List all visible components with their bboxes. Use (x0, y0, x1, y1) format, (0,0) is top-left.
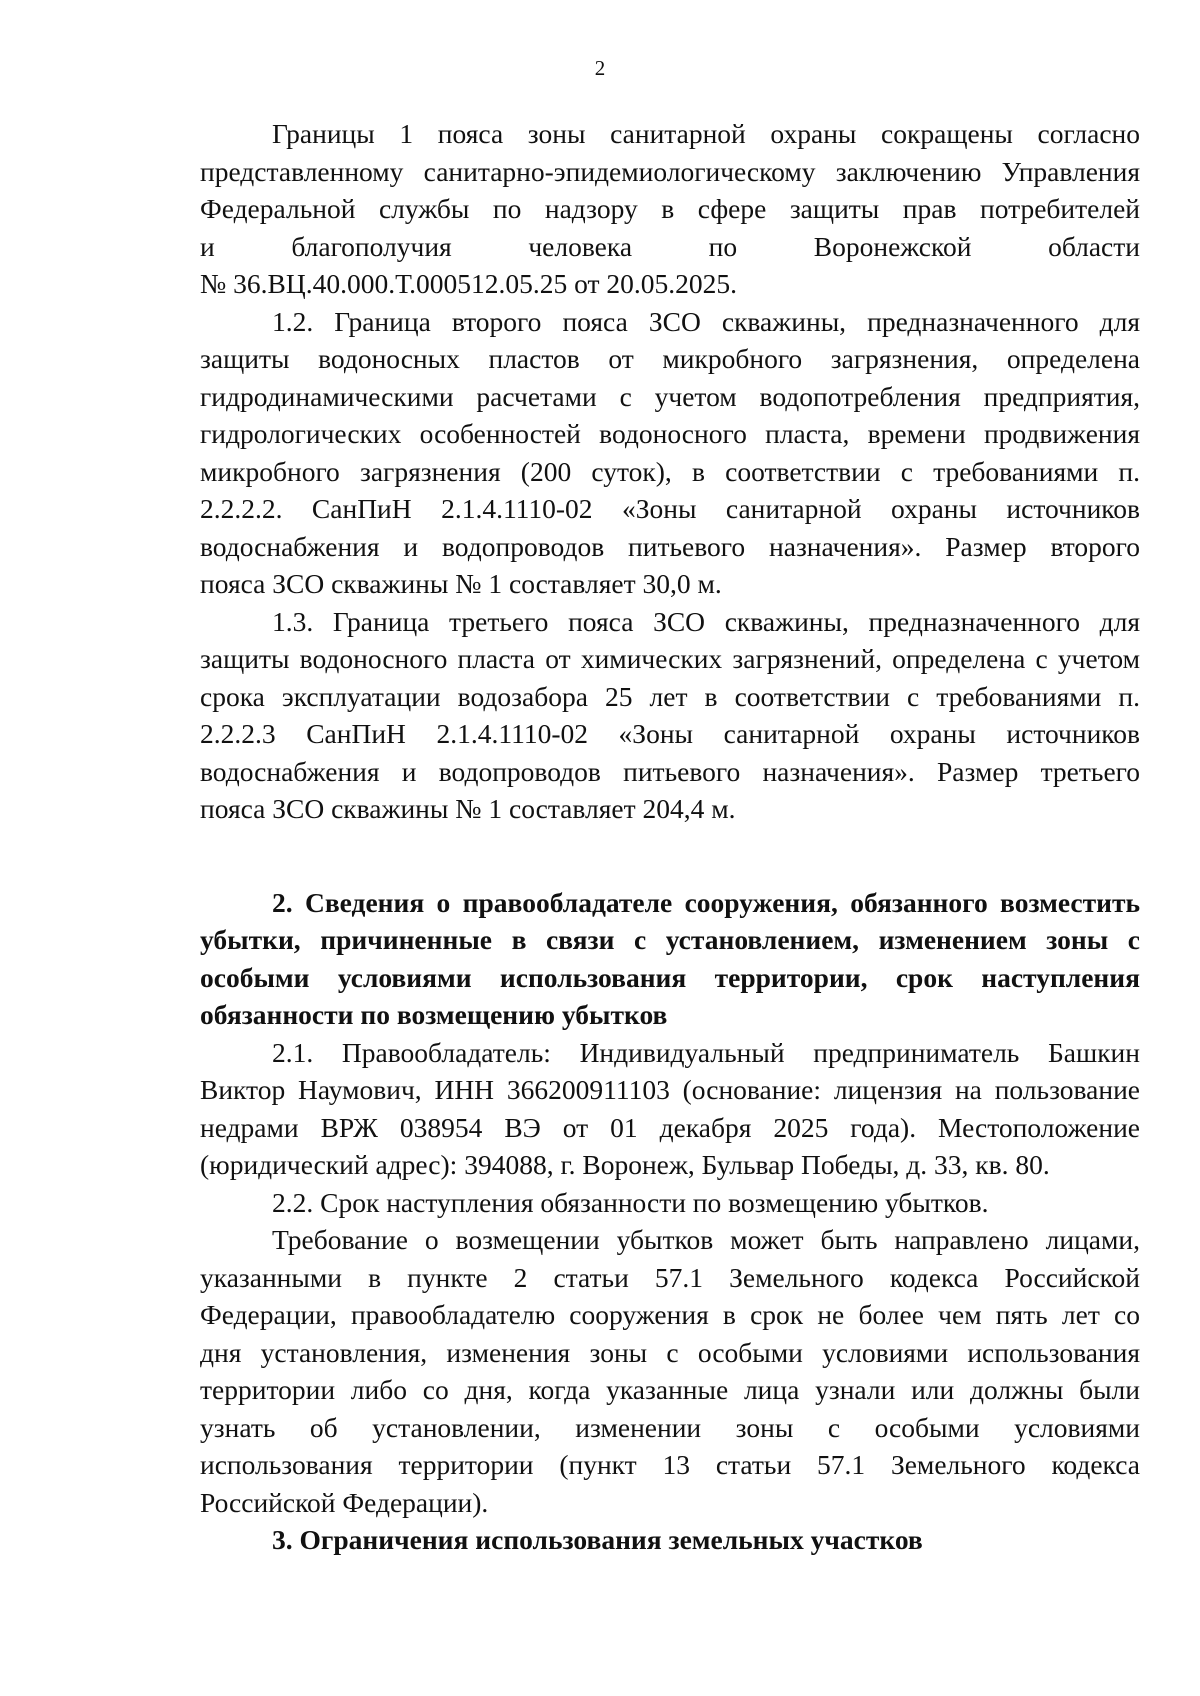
text-line: водоснабжения и водопроводов питьевого назначения». Размер третьего (200, 755, 1140, 787)
text-line: 2.2.2.2. СанПиН 2.1.4.1110-02 «Зоны санитарной охраны источников (200, 493, 1140, 524)
text-line: недрами ВРЖ 038954 ВЭ от 01 декабря 2025 года). Местоположение (200, 1111, 1140, 1143)
text-line: узнать об установлении, изменении зоны с особыми условиями (200, 1411, 1140, 1443)
text-line: № 36.ВЦ.40.000.Т.000512.05.25 от 20.05.2025. (200, 268, 738, 299)
text-line: гидродинамическими расчетами с учетом водопотребления предприятия, (200, 380, 1140, 412)
text-line: указанными в пункте 2 статьи 57.1 Земельного кодекса Российской (200, 1261, 1140, 1293)
text-line: Российской Федерации). (200, 1486, 489, 1518)
text-line: срока эксплуатации водозабора 25 лет в соответствии с требованиями п. (200, 680, 1140, 712)
text-line: Виктор Наумович, ИНН 366200911103 (основание: лицензия на пользование (200, 1074, 1140, 1105)
text-line: 1.3. Граница третьего пояса ЗСО скважины, предназначенного для (272, 605, 1140, 637)
text-line: территории либо со дня, когда указанные лица узнали или должны были (200, 1374, 1140, 1405)
text-line: обязанности по возмещению убытков (200, 999, 668, 1030)
section-spacer (200, 828, 1140, 884)
text-line: пояса ЗСО скважины № 1 составляет 30,0 м. (200, 568, 722, 599)
page-number: 2 (594, 56, 606, 80)
text-line: убытки, причиненные в связи с установлением, изменением зоны с (200, 924, 1140, 955)
text-line: представленному санитарно-эпидемиологическому заключению Управления (200, 155, 1140, 187)
text-line: 2. Сведения о правообладателе сооружения, обязанного возместить (272, 886, 1140, 918)
text-line: и благополучия человека по Воронежской области (200, 230, 1140, 262)
text-line: защиты водоносных пластов от микробного загрязнения, определена (200, 343, 1140, 374)
text-line: использования территории (пункт 13 статьи 57.1 Земельного кодекса (200, 1449, 1140, 1480)
text-line: 1.2. Граница второго пояса ЗСО скважины, предназначенного для (272, 305, 1140, 337)
text-line: 3. Ограничения использования земельных участков (272, 1524, 923, 1555)
text-line: защиты водоносного пласта от химических загрязнений, определена с учетом (200, 643, 1140, 674)
paragraph-1-3-third-belt (200, 603, 1140, 828)
paragraph-zone-1-boundaries (200, 115, 1140, 303)
text-line: пояса ЗСО скважины № 1 составляет 204,4 м. (200, 793, 736, 824)
text-line: 2.2. Срок наступления обязанности по возмещению убытков. (272, 1186, 989, 1218)
text-line: (юридический адрес): 394088, г. Воронеж, Бульвар Победы, д. 33, кв. 80. (200, 1149, 1050, 1180)
text-line: 2.2.2.3 СанПиН 2.1.4.1110-02 «Зоны санитарной охраны источников (200, 718, 1140, 749)
text-line: Федерации, правообладателю сооружения в срок не более чем пять лет со (200, 1299, 1140, 1330)
text-line: водоснабжения и водопроводов питьевого назначения». Размер второго (200, 530, 1140, 562)
text-line: микробного загрязнения (200 суток), в соответствии с требованиями п. (200, 455, 1140, 487)
paragraph-2-2-deadline (200, 1184, 1140, 1222)
paragraph-1-2-second-belt (200, 303, 1140, 603)
text-line: особыми условиями использования территории, срок наступления (200, 961, 1140, 993)
document-body (200, 115, 1140, 1559)
heading-section-2 (200, 884, 1140, 1034)
text-line: гидрологических особенностей водоносного пласта, времени продвижения (200, 418, 1140, 449)
paragraph-claim-requirement (200, 1221, 1140, 1521)
text-line: Требование о возмещении убытков может быть направлено лицами, (272, 1224, 1140, 1255)
text-line: Границы 1 пояса зоны санитарной охраны сокращены согласно (272, 118, 1140, 149)
text-line: Федеральной службы по надзору в сфере защиты прав потребителей (200, 193, 1140, 224)
paragraph-2-1-owner (200, 1034, 1140, 1184)
heading-section-3 (200, 1521, 1140, 1559)
text-line: дня установления, изменения зоны с особыми условиями использования (200, 1336, 1140, 1368)
text-line: 2.1. Правообладатель: Индивидуальный предприниматель Башкин (272, 1036, 1140, 1068)
